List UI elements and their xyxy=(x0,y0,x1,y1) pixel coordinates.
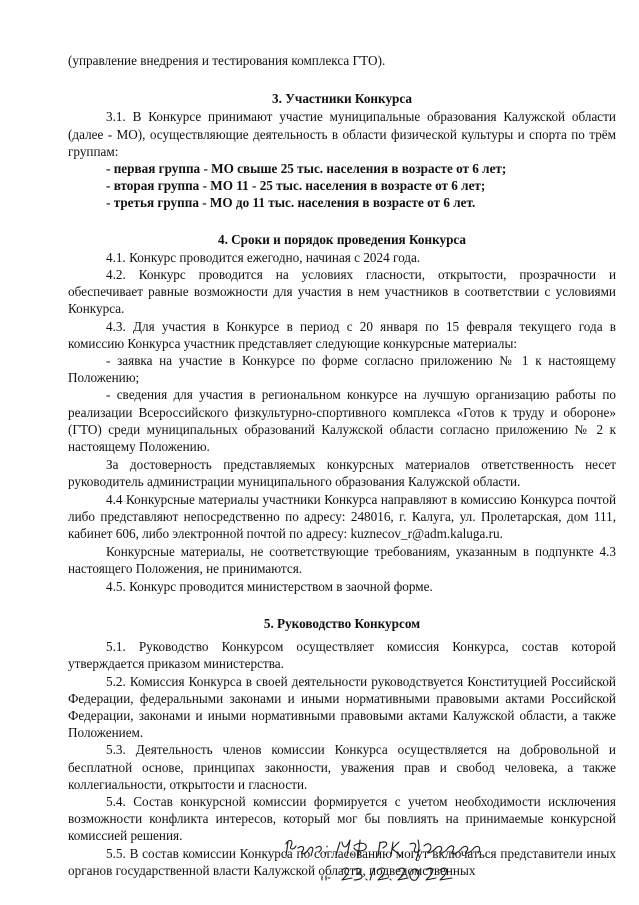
paragraph-4-4-note: Конкурсные материалы, не соответствующие требованиям, указанным в подпункте 4.3 настоящего Положения, не принимаются. xyxy=(68,544,616,577)
intro-text: (управление внедрения и тестирования комплекса ГТО). xyxy=(68,53,386,68)
signature-drawing xyxy=(280,834,510,892)
section-3-heading: 3. Участники Конкурса xyxy=(272,91,412,107)
section-5-heading: 5. Руководство Конкурсом xyxy=(263,615,421,631)
group-3: - третья группа - МО до 11 тыс. населения в возрасте от 6 лет. xyxy=(106,195,476,211)
paragraph-4-3-responsibility: За достоверность представляемых конкурсных материалов ответственность несет руководитель администрации муниципального образования Калужской области. xyxy=(68,457,616,490)
paragraph-4-2: 4.2. Конкурс проводится на условиях гласности, открытости, прозрачности и обеспечивает равные возможности для участия в нем участников в соответствии с условиями Конкурса. xyxy=(68,267,616,317)
paragraph-5-4: 5.4. Состав конкурсной комиссии формируется с учетом необходимости исключения возможности конфликта интересов, который мог бы повлиять на принимаемые конкурсной комиссией решения. xyxy=(68,793,616,844)
paragraph-5-5: 5.5. В состав комиссии Конкурса по согласованию могут включаться представители иных органов государственной власти Калужской области, подведомственных xyxy=(68,845,616,878)
document-page xyxy=(68,52,616,879)
paragraph-4-1: 4.1. Конкурс проводится ежегодно, начиная с 2024 года. xyxy=(106,249,421,265)
paragraph-5-1: 5.1. Руководство Конкурсом осуществляет комиссия Конкурса, состав которой утверждается приказом министерства. xyxy=(68,639,616,672)
paragraph-5-3: 5.3. Деятельность членов комиссии Конкурса осуществляется на добровольной и бесплатной основе, принципах законности, уважения прав и свобод человека, а также коллегиальности, открытости и гласности. xyxy=(68,742,616,792)
paragraph-4-3: 4.3. Для участия в Конкурсе в период с 20 января по 15 февраля текущего года в комиссию Конкурса участник представляет следующие конкурсные материалы: xyxy=(68,318,616,351)
paragraph-4-3-item-1: - заявка на участие в Конкурсе по форме согласно приложению № 1 к настоящему Положению; xyxy=(68,353,616,386)
paragraph-3-1: 3.1. В Конкурсе принимают участие муниципальные образования Калужской области (далее - МО), осуществляющие деятельность в области физической культуры и спорта по трём группам: xyxy=(68,109,616,159)
group-1: - первая группа - МО свыше 25 тыс. населения в возрасте от 6 лет; xyxy=(106,161,507,177)
group-2: - вторая группа - МО 11 - 25 тыс. населения в возрасте от 6 лет; xyxy=(106,178,486,194)
paragraph-4-3-item-2: - сведения для участия в региональном конкурсе на лучшую организацию работы по реализации Всероссийского физкультурно-спортивного комплекса «Готов к труду и обороне» (ГТО) среди муниципальных образований Калужской области согласно приложению № 2 к настоящему Положению. xyxy=(68,387,616,455)
handwritten-signature xyxy=(280,834,510,892)
paragraph-5-2: 5.2. Комиссия Конкурса в своей деятельности руководствуется Конституцией Российской Федерации, федеральными законами и иными нормативными правовыми актами Российской Федерации, законами и иными нормативными правовыми актами Калужской области, а также Положением. xyxy=(68,673,616,741)
paragraph-4-5: 4.5. Конкурс проводится министерством в заочной форме. xyxy=(106,578,433,594)
section-4-heading: 4. Сроки и порядок проведения Конкурса xyxy=(217,231,467,247)
paragraph-4-4: 4.4 Конкурсные материалы участники Конкурса направляют в комиссию Конкурса почтой либо представляют непосредственно по адресу: 248016, г. Калуга, ул. Пролетарская, дом 111, кабинет 606, либо электронной почтой по адресу: kuznecov_r@adm.kaluga.ru. xyxy=(68,491,616,542)
